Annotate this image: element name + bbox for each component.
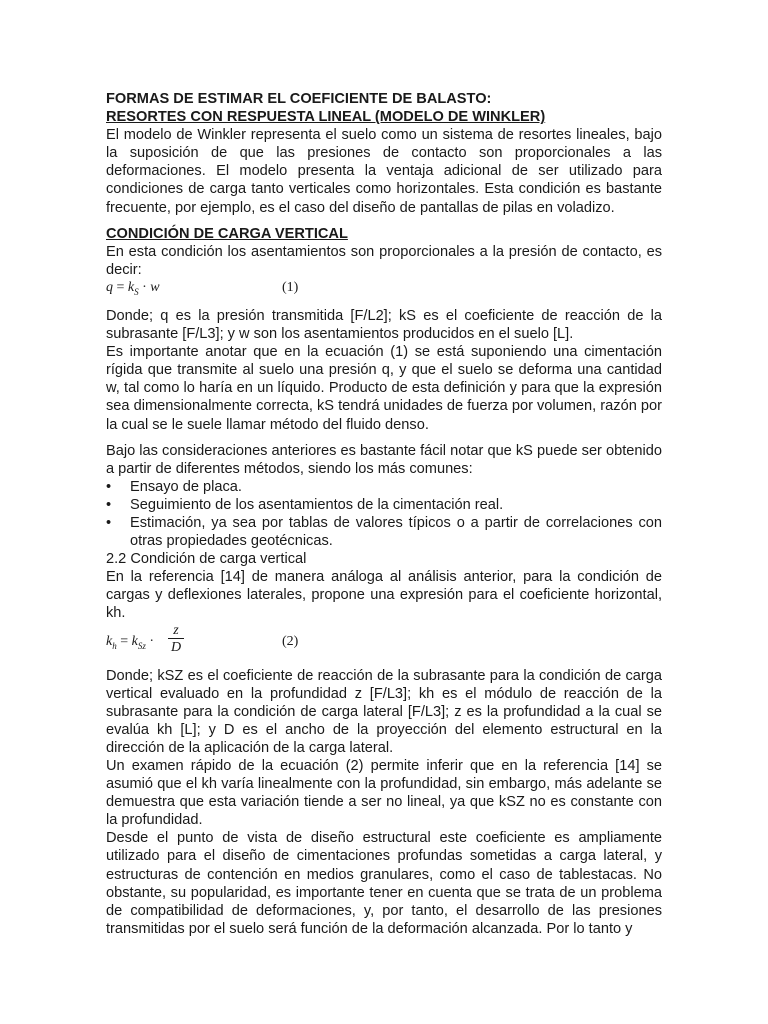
eq1-k: k — [127, 279, 135, 295]
list-item: • Estimación, ya sea por tablas de valores típicos o a partir de correlaciones con otras propiedades geotécnicas. — [106, 514, 662, 550]
eq2-lhs: $k_h = k_{Sz}$ · — [106, 633, 155, 651]
eq1-dot: · — [138, 279, 151, 295]
methods-paragraph: Bajo las consideraciones anteriores es bastante fácil notar que kS puede ser obtenido a partir de diferentes métodos, siendo los más comunes: — [106, 442, 662, 477]
rigid-foundation-paragraph: Es importante anotar que en la ecuación (1) se está suponiendo una cimentación rígida que transmite al suelo una presión q, y que el suelo se deforma una cantidad w, tal como lo haría en un líquido. Producto de esta definición y para que la expresión sea dimensionalmente correcta, kS tendrá unidades de fuerza por volumen, razón por la cual se le suele llamar método del fluido denso. — [106, 344, 662, 433]
eq1-q: q — [106, 279, 113, 295]
document-page — [106, 90, 662, 938]
eq2-denominator: D — [170, 639, 182, 655]
winkler-paragraph: El modelo de Winkler representa el suelo como un sistema de resortes lineales, bajo la suposición de que las presiones de contacto son proporcionales a las deformaciones. El modelo presenta la ventaja adicional de ser utilizado para condiciones de carga tanto verticales como horizontales. Esta condición es bastante frecuente, por ejemplo, es el caso del diseño de pantallas de pilas en voladizo. — [106, 127, 662, 216]
eq2-numerator: z — [173, 622, 179, 638]
title-heading: FORMAS DE ESTIMAR EL COEFICIENTE DE BALASTO: — [106, 91, 492, 107]
methods-list — [106, 478, 662, 550]
structural-design-paragraph: Desde el punto de vista de diseño estructural este coeficiente es ampliamente utilizado para el diseño de cimentaciones profundas sometidas a carga lateral, y estructuras de contención en medios granulares, como el caso de tablestacas. No obstante, su popularidad, es importante tener en cuenta que se trata de un problema de compatibilidad de deformaciones, y, por tanto, el desarrollo de las presiones transmitidas por el suelo será función de la deformación alcanzada. Por lo tanto y — [106, 830, 662, 937]
where-paragraph-1: Donde; q es la presión transmitida [F/L2]; kS es el coeficiente de reacción de la subrasante [F/L3]; y w son los asentamientos producidos en el suelo [L]. — [106, 307, 662, 343]
equation-1 — [106, 279, 662, 299]
eq1-equals: = — [113, 279, 128, 295]
equation-2 — [106, 623, 662, 659]
eq1-w: w — [150, 279, 160, 295]
settlement-paragraph: En esta condición los asentamientos son proporcionales a la presión de contacto, es decir: — [106, 243, 662, 278]
winkler-heading: RESORTES CON RESPUESTA LINEAL (MODELO DE WINKLER) — [106, 109, 546, 126]
bullet-icon: • — [106, 478, 112, 495]
eq1-sub: S — [134, 286, 139, 297]
vertical-load-heading: CONDICIÓN DE CARGA VERTICAL — [106, 225, 348, 242]
linear-variation-paragraph: Un examen rápido de la ecuación (2) permite inferir que en la referencia [14] se asumió que el kh varía linealmente con la profundidad, sin embargo, más adelante se demuestra que esta variación tiende a ser no lineal, ya que kSZ no es constante con la profundidad. — [106, 758, 662, 829]
eq2-number: (2) — [282, 633, 299, 649]
eq2-fraction — [168, 623, 184, 656]
where-paragraph-2: Donde; kSZ es el coeficiente de reacción de la subrasante para la condición de carga vertical evaluado en la profundidad z [F/L3]; kh es el módulo de reacción de la subrasante para la condición de carga lateral [F/L3]; z es la profundidad a la cual se evalúa kh [L]; y D es el ancho de la proyección del elemento estructural en la dirección de la aplicación de la carga lateral. — [106, 667, 662, 756]
section-subheading: 2.2 Condición de carga vertical — [106, 551, 307, 568]
bullet-icon: • — [106, 496, 112, 513]
lateral-load-paragraph: En la referencia [14] de manera análoga al análisis anterior, para la condición de cargas y deflexiones laterales, propone una expresión para el coeficiente horizontal, kh. — [106, 569, 662, 622]
list-item: • Seguimiento de los asentamientos de la cimentación real. — [106, 496, 504, 513]
bullet-icon: • — [106, 514, 112, 531]
eq1-number: (1) — [282, 279, 299, 295]
list-item: • Ensayo de placa. — [106, 478, 242, 495]
